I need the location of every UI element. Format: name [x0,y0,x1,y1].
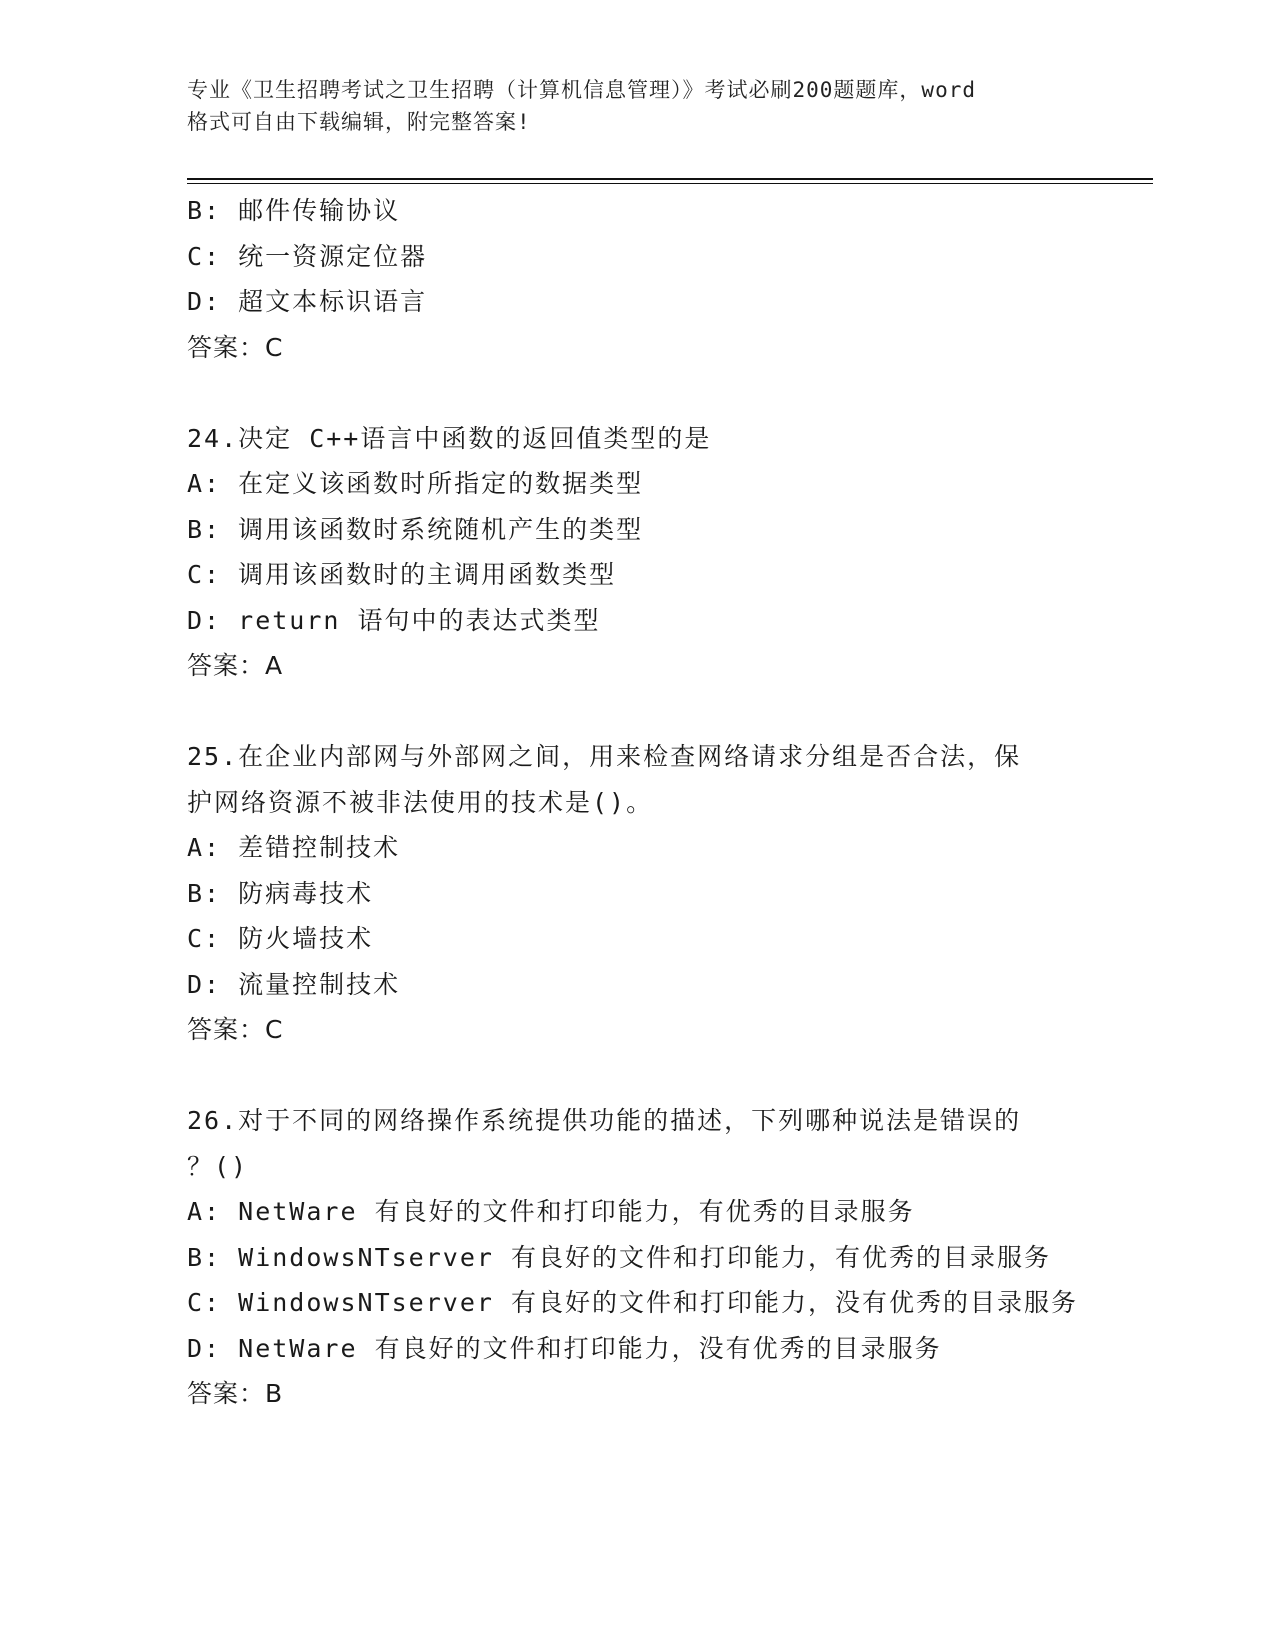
option-b: B: 邮件传输协议 [187,196,401,225]
option-a: A: NetWare 有良好的文件和打印能力，有优秀的目录服务 [187,1197,915,1226]
question-block-25 [187,734,1087,1053]
option-d: D: NetWare 有良好的文件和打印能力，没有优秀的目录服务 [187,1333,942,1363]
header-divider-thick [187,178,1153,180]
option-c: C: WindowsNTserver 有良好的文件和打印能力，没有优秀的目录服务 [187,1288,1078,1317]
option-c: C: 统一资源定位器 [187,241,428,271]
answer-text: 答案：C [187,332,284,362]
question-block-24 [187,416,1087,689]
answer-text: 答案：B [187,1379,284,1408]
option-d: D: 超文本标识语言 [187,287,428,316]
option-a: A: 差错控制技术 [187,833,401,862]
document-header [187,74,1087,138]
option-b: B: 调用该函数时系统随机产生的类型 [187,514,644,544]
question-stem-line-2: ？() [187,1151,249,1181]
question-stem-line-1: 25.在企业内部网与外部网之间，用来检查网络请求分组是否合法，保 [187,742,1022,771]
question-list [187,188,1087,1417]
option-d: D: 流量控制技术 [187,969,401,999]
header-line-2: 格式可自由下载编辑，附完整答案! [187,110,531,134]
answer-text: 答案：C [187,1015,284,1044]
option-b: B: WindowsNTserver 有良好的文件和打印能力，有优秀的目录服务 [187,1242,1051,1272]
answer-text: 答案：A [187,651,284,680]
option-c: C: 防火墙技术 [187,924,374,953]
header-divider-thin [187,183,1153,184]
option-d: D: return 语句中的表达式类型 [187,605,601,635]
spacer [187,1053,1087,1099]
question-block-26 [187,1098,1087,1417]
spacer [187,689,1087,735]
question-stem-line-2: 护网络资源不被非法使用的技术是()。 [187,787,654,817]
question-block-partial [187,188,1087,370]
option-a: A: 在定义该函数时所指定的数据类型 [187,469,644,498]
option-c: C: 调用该函数时的主调用函数类型 [187,560,617,589]
header-line-1: 专业《卫生招聘考试之卫生招聘（计算机信息管理）》考试必刷200题题库，word [187,78,976,102]
question-stem-line-1: 26.对于不同的网络操作系统提供功能的描述，下列哪种说法是错误的 [187,1106,1022,1135]
spacer [187,370,1087,416]
question-stem: 24.决定 C++语言中函数的返回值类型的是 [187,423,712,453]
option-b: B: 防病毒技术 [187,878,374,908]
